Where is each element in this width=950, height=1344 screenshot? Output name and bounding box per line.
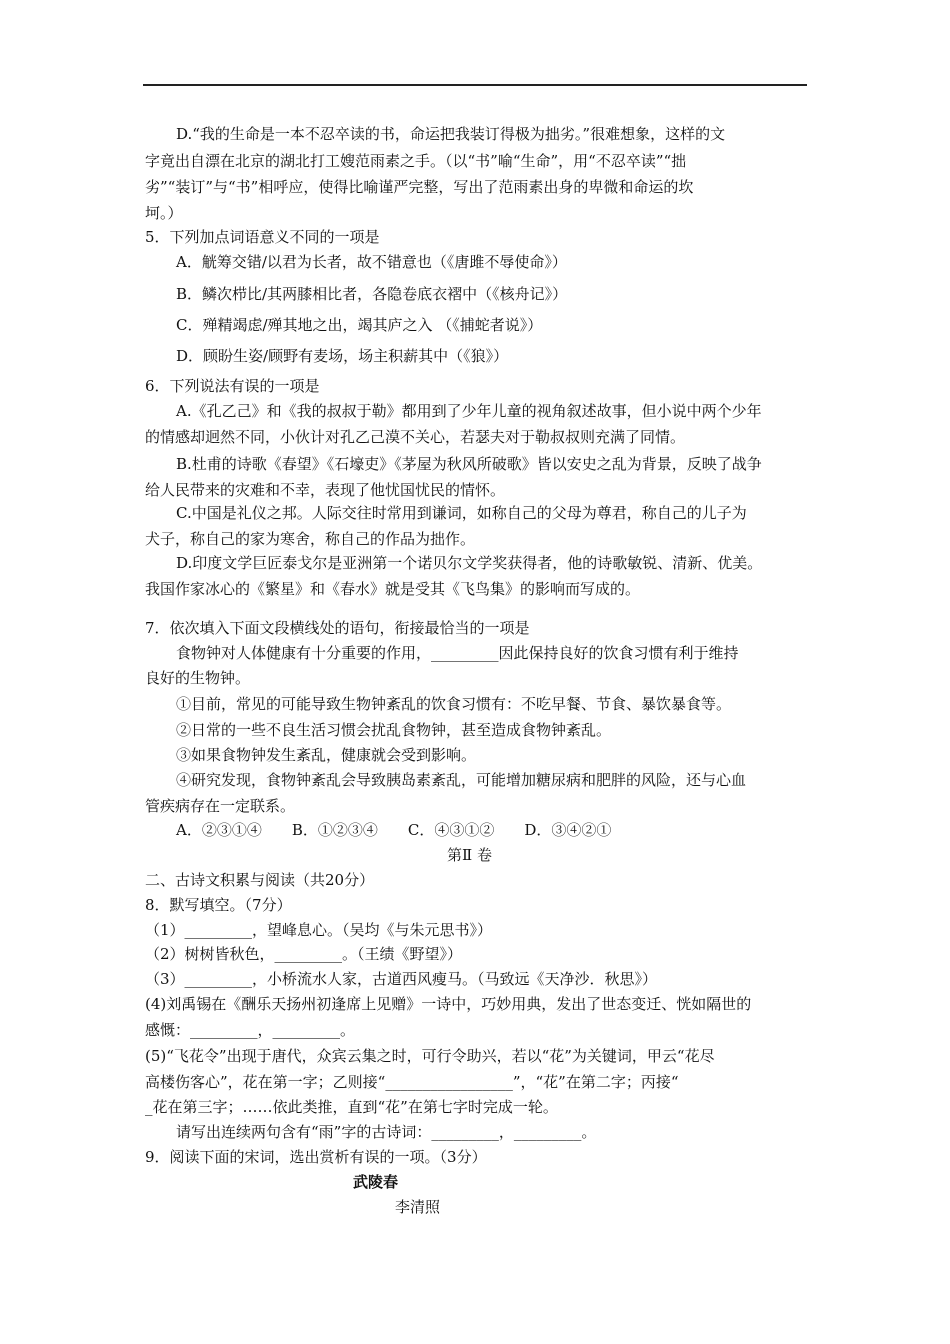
item-4: ④研究发现，食物钟紊乱会导致胰岛素紊乱，可能增加糖尿病和肥胖的风险，还与心血 [176, 771, 747, 789]
option-c: C．殚精竭虑/殚其地之出，竭其庐之入 （《捕蛇者说》） [176, 316, 543, 334]
question-5: 5．下列加点词语意义不同的一项是 [145, 228, 380, 246]
blank-5: (5)“飞花令”出现于唐代，众宾云集之时，可行令助兴，若以“花”为关键词，甲云“花尽 [145, 1047, 715, 1065]
text-line: 感慨：_________，_________。 [145, 1021, 356, 1039]
option-d: D.印度文学巨匠泰戈尔是亚洲第一个诺贝尔文学奖获得者，他的诗歌敏锐、清新、优美。 [176, 554, 763, 572]
text-line: 请写出连续两句含有“雨”字的古诗词：_________，_________。 [176, 1123, 597, 1141]
blank-3: （3）_________，小桥流水人家，古道西风瘦马。（马致远《天净沙．秋思》） [145, 970, 658, 988]
text-line: 食物钟对人体健康有十分重要的作用，_________因此保持良好的饮食习惯有利于维持 [176, 644, 739, 662]
item-3: ③如果食物钟发生紊乱，健康就会受到影响。 [176, 746, 477, 764]
text-line: 我国作家冰心的《繁星》和《春水》就是受其《飞鸟集》的影响而写成的。 [145, 580, 641, 598]
question-8: 8．默写填空。（7分） [145, 896, 292, 914]
blank-2: （2）树树皆秋色，_________。（王绩《野望》） [145, 945, 463, 963]
text-line: 字竟出自漂在北京的湖北打工嫂范雨素之手。（以“书”喻“生命”，用“不忍卒读”“拙 [145, 152, 687, 170]
item-1: ①目前，常见的可能导致生物钟紊乱的饮食习惯有：不吃早餐、节食、暴饮暴食等。 [176, 695, 732, 713]
text-line: _花在第三字；……依此类推，直到“花”在第七字时完成一轮。 [145, 1098, 558, 1116]
option-b: B.杜甫的诗歌《春望》《石壕吏》《茅屋为秋风所破歌》皆以安史之乱为背景，反映了战争 [176, 455, 762, 473]
blank-4: (4)刘禹锡在《酬乐天扬州初逢席上见赠》一诗中，巧妙用典，发出了世态变迁、恍如隔世的 [145, 995, 752, 1013]
blank-1: （1）_________，望峰息心。（吴均《与朱元思书》） [145, 921, 493, 939]
option-a: A．觥筹交错/以君为长者，故不错意也（《唐雎不辱使命》） [176, 253, 567, 271]
question-6: 6．下列说法有误的一项是 [145, 377, 320, 395]
text-line: 劣”“装订”与“书”相呼应，使得比喻谨严完整，写出了范雨素出身的卑微和命运的坎 [145, 178, 694, 196]
section-title: 第Ⅱ 卷 [447, 846, 492, 864]
text-line: 高楼伤客心”，花在第一字；乙则接“_________________”，“花”在第二字；丙接“ [145, 1073, 679, 1091]
text-line: 良好的生物钟。 [145, 669, 251, 687]
poem-author: 李清照 [395, 1198, 441, 1216]
section-heading: 二、古诗文积累与阅读（共20分） [145, 871, 375, 889]
text-line: 给人民带来的灾难和不幸，表现了他忧国忧民的情怀。 [145, 481, 506, 499]
item-2: ②日常的一些不良生活习惯会扰乱食物钟，甚至造成食物钟紊乱。 [176, 721, 612, 739]
header-rule [143, 84, 807, 86]
text-line: D.“我的生命是一本不忍卒读的书，命运把我装订得极为拙劣。”很难想象，这样的文 [176, 125, 726, 143]
text-line: 犬子，称自己的家为寒舍，称自己的作品为拙作。 [145, 530, 476, 548]
question-7: 7．依次填入下面文段横线处的语句，衔接最恰当的一项是 [145, 619, 530, 637]
text-line: 管疾病存在一定联系。 [145, 797, 296, 815]
option-a: A.《孔乙己》和《我的叔叔于勒》都用到了少年儿童的视角叙述故事，但小说中两个少年 [176, 402, 762, 420]
poem-title: 武陵春 [353, 1173, 399, 1191]
text-line: 的情感却迥然不同，小伙计对孔乙己漠不关心，若瑟夫对于勒叔叔则充满了同情。 [145, 428, 686, 446]
text-line: 坷。） [145, 204, 183, 222]
question-9: 9．阅读下面的宋词，选出赏析有误的一项。（3分） [145, 1148, 487, 1166]
option-d: D．顾盼生姿/顾野有麦场，场主积薪其中（《狼》） [176, 347, 509, 365]
answer-options: A．②③①④ B．①②③④ C．④③①② D．③④②① [176, 821, 612, 839]
option-b: B．鳞次栉比/其两膝相比者，各隐卷底衣褶中（《核舟记》） [176, 285, 568, 303]
option-c: C.中国是礼仪之邦。人际交往时常用到谦词，如称自己的父母为尊君，称自己的儿子为 [176, 504, 747, 522]
